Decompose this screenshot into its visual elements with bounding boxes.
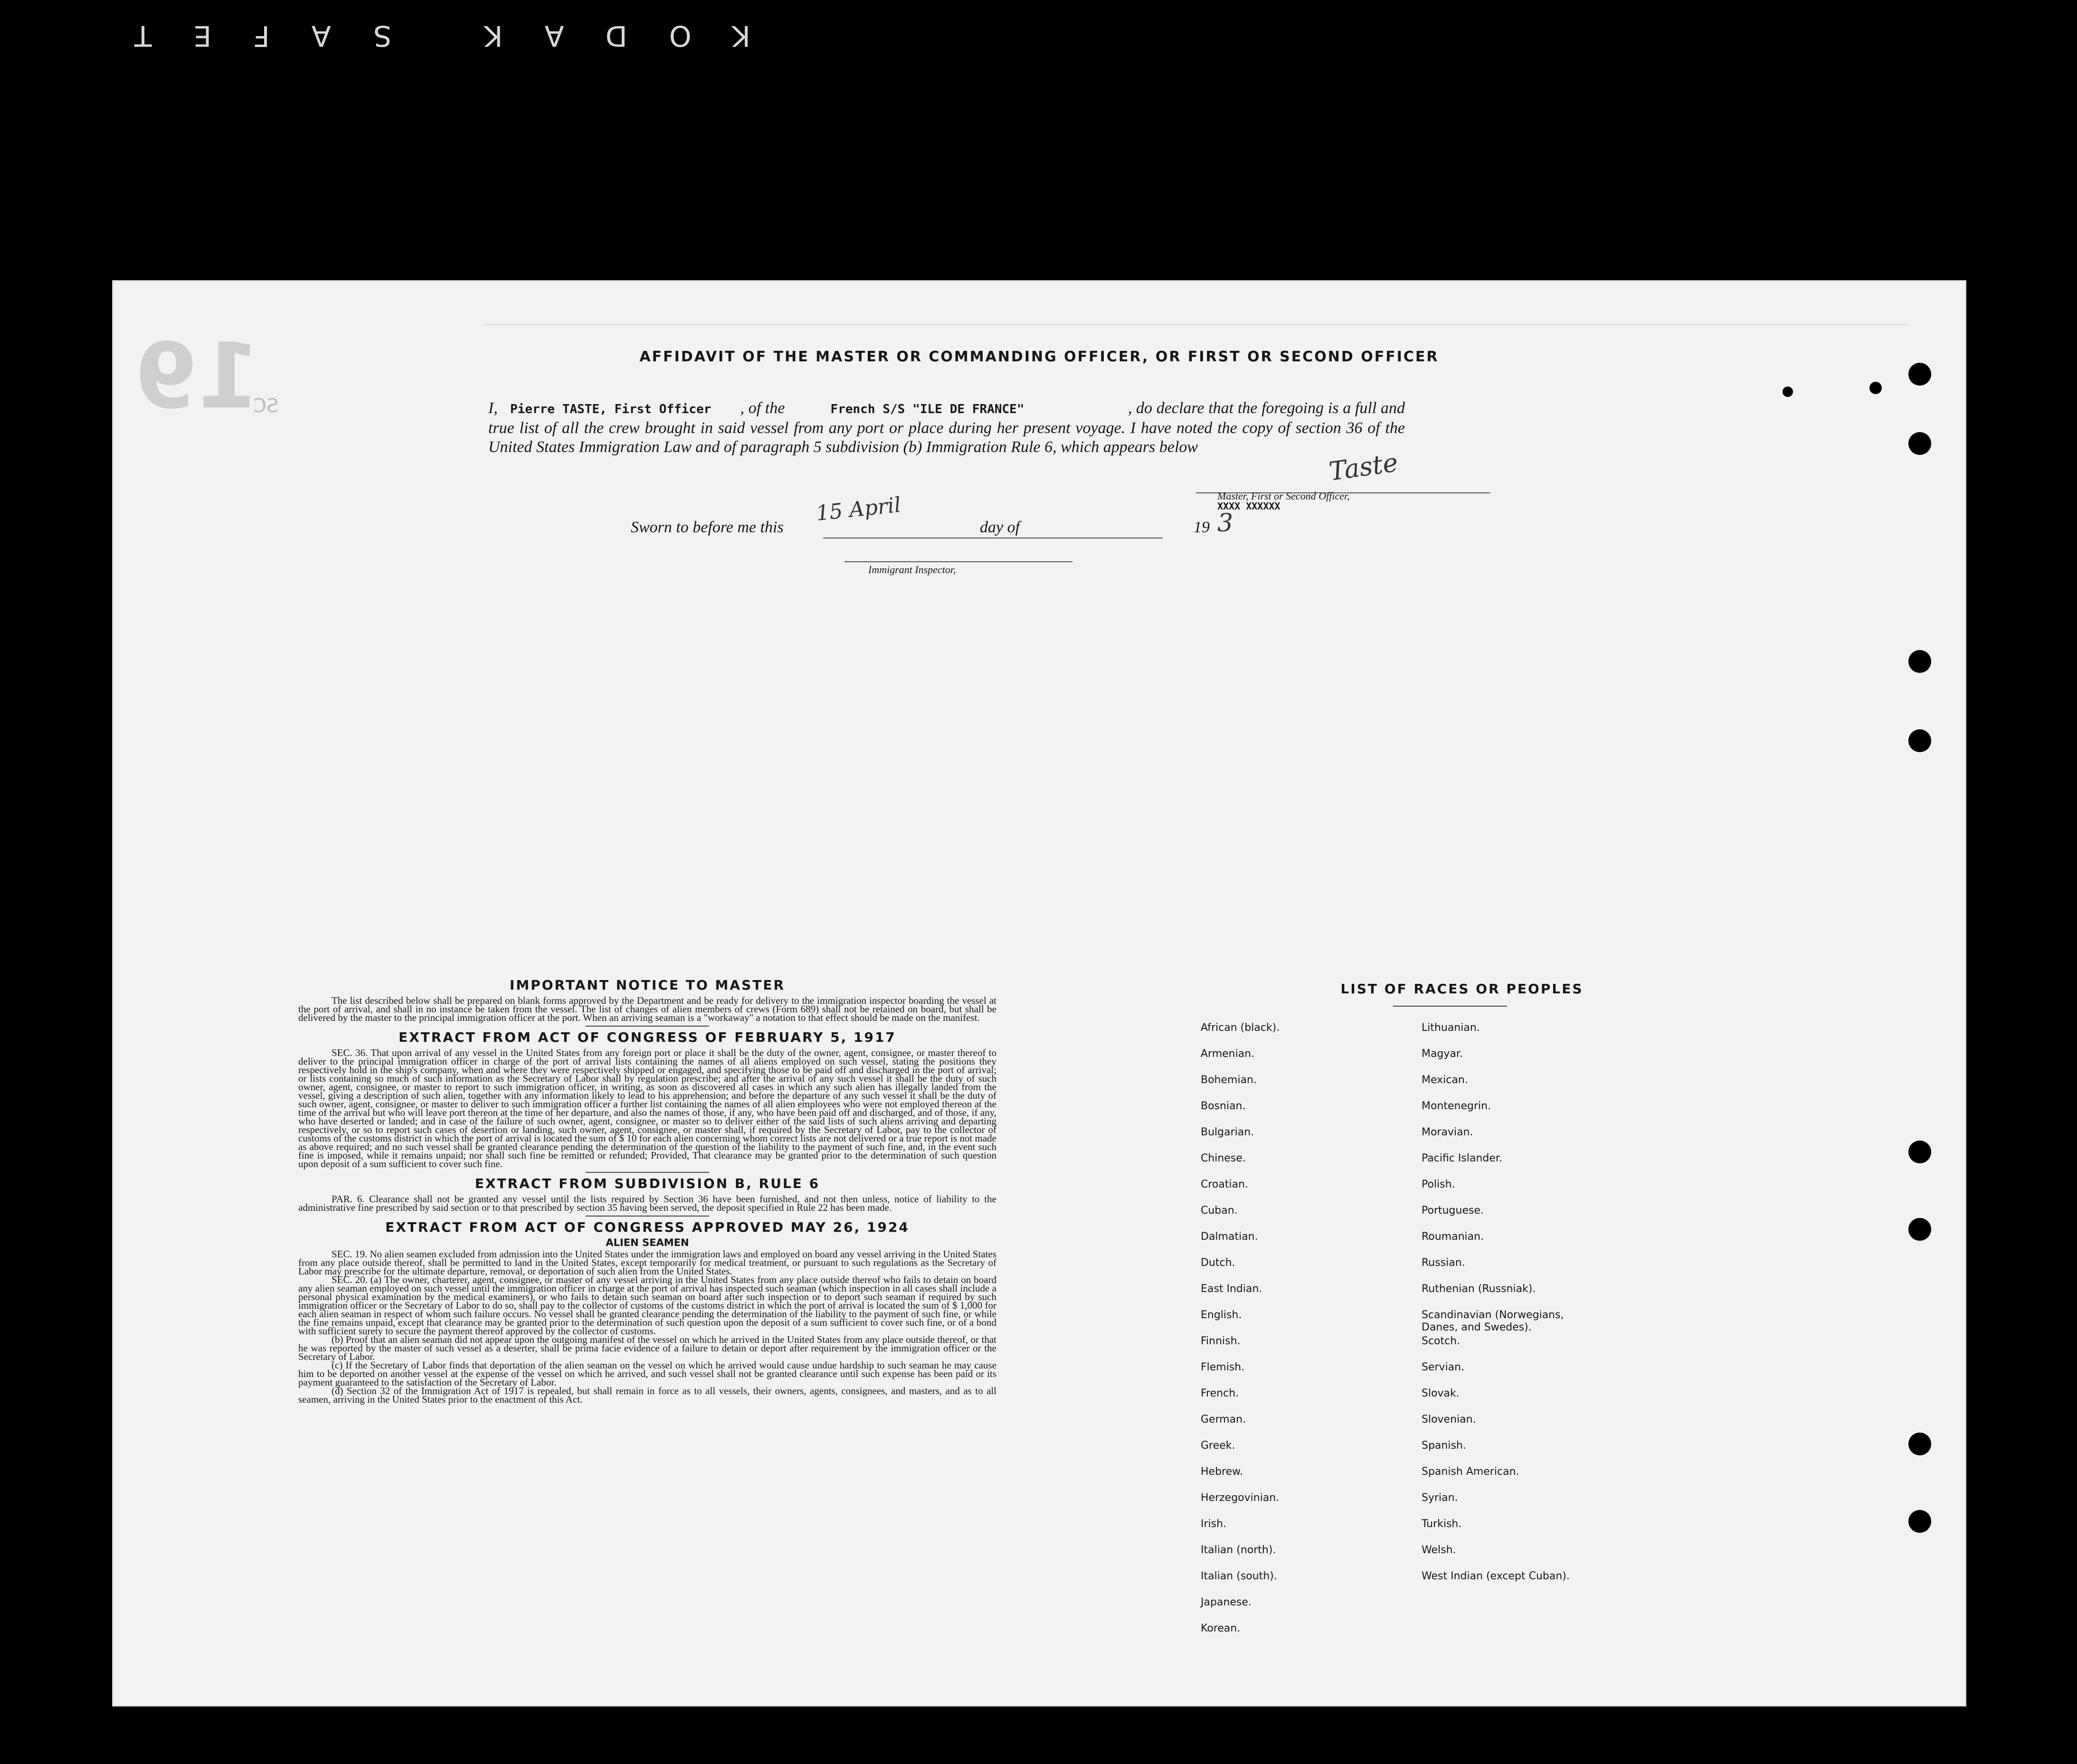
sworn-label: Sworn to before me this: [631, 519, 784, 536]
sc-mark: SC: [253, 395, 279, 417]
race-item: Finnish.: [1201, 1335, 1241, 1347]
race-item: Turkish.: [1422, 1518, 1462, 1530]
race-item: Montenegrin.: [1422, 1100, 1491, 1112]
race-item: Spanish.: [1422, 1440, 1466, 1452]
film-edge-text: KODAK SAFET: [92, 19, 750, 52]
punch-hole: [1908, 1510, 1931, 1533]
race-item: Italian (north).: [1201, 1544, 1276, 1556]
punch-hole: [1869, 382, 1882, 394]
page-number: 19: [134, 324, 260, 429]
race-item: Syrian.: [1422, 1492, 1458, 1504]
race-item: Russian.: [1422, 1257, 1465, 1269]
extract1-title: EXTRACT FROM ACT OF CONGRESS OF FEBRUARY 5, 1917: [398, 1029, 896, 1045]
race-item: Spanish American.: [1422, 1466, 1519, 1478]
races-rule: [1393, 1006, 1507, 1007]
race-item: Cuban.: [1201, 1205, 1238, 1217]
race-item: Dalmatian.: [1201, 1231, 1258, 1243]
race-item: West Indian (except Cuban).: [1422, 1570, 1570, 1582]
race-item: Portuguese.: [1422, 1205, 1484, 1217]
race-item: Roumanian.: [1422, 1231, 1484, 1243]
punch-hole: [1908, 1141, 1931, 1163]
race-item: Bohemian.: [1201, 1074, 1257, 1086]
affidavit-title: AFFIDAVIT OF THE MASTER OR COMMANDING OFFICER, OR FIRST OR SECOND OFFICER: [639, 349, 1439, 365]
document-sheet: [113, 281, 1965, 1706]
race-item: East Indian.: [1201, 1283, 1262, 1295]
punch-hole: [1908, 363, 1931, 386]
punch-hole: [1908, 729, 1931, 752]
notice-body: The list described below shall be prepared on blank forms approved by the Department and be ready for delivery to the immigration inspector boarding the vessel at the port of arrival, and shall in no instance be taken from the vessel. The list of changes of alien members of crews (Form 689) shall not be retained on board, but shall be delivered by the master to the principal immigration officer at the port. When an arriving seaman is a "workaway" a notation to that effect should be made on the manifest.: [298, 995, 996, 1023]
extract2-title: EXTRACT FROM SUBDIVISION B, RULE 6: [474, 1176, 820, 1191]
day-of-label: day of: [980, 519, 1020, 536]
race-item: Hebrew.: [1201, 1466, 1243, 1478]
race-item: African (black).: [1201, 1022, 1280, 1034]
punch-hole: [1908, 1218, 1931, 1241]
race-item: Flemish.: [1201, 1361, 1245, 1373]
ghost-header-rule: [484, 305, 1908, 325]
race-item: Lithuanian.: [1422, 1022, 1480, 1034]
extract3-title: EXTRACT FROM ACT OF CONGRESS APPROVED MAY 26, 1924: [385, 1219, 910, 1235]
extract2-body: PAR. 6. Clearance shall not be granted any vessel until the lists required by Section 36 have been furnished, and not then unless, notice of liability to the administrative fine prescribed by said section or to that prescribed by section 35 having been served, the deposit specified in Rule 22 has been made.: [298, 1193, 996, 1213]
race-item: Japanese.: [1201, 1596, 1252, 1608]
extract1-body: SEC. 36. That upon arrival of any vessel in the United States from any foreign port or place it shall be the duty of the owner, agent, consignee, or master thereof to deliver to the principal immigration officer in charge of the port of arrival lists containing the names of all aliens employed on such vessel, stating the positions they respectively hold in the ship's company, when and where they were respectively shipped or engaged, and specifying those to be paid off and discharged in the port of arrival; or lists containing so much of such information as the Secretary of Labor shall by regulation prescribe; and after the arrival of any such vessel it shall be the duty of such owner, agent, consignee, or master to report to such immigration officer, in writing, as soon as discovered all cases in which any such alien has illegally landed from the vessel, giving a description of such alien, together with any information likely to lead to his apprehension; and before the departure of any such vessel it shall be the duty of such owner, agent, consignee, or master to deliver to such immigration officer a further list containing the names of all alien employees who were not employed thereon at the time of the arrival but who will leave port thereon at the time of her departure, and also the names of those, if any, who have been paid off and discharged, and of those, if any, who have deserted or landed; and in case of the failure of such owner, agent, consignee, or master so to deliver either of the said lists of such aliens arriving and departing respectively, or so to report such cases of desertion or landing, such owner, agent, consignee, or master shall, if required by the Secretary of Labor, pay to the collector of customs of the customs district in which the port of arrival is located the sum of $ 10 for each alien concerning whom correct lists are not delivered or a true report is not made as above required; and no such vessel shall be granted clearance pending the determination of the question of the liability to the payment of such fine, and, in the event such fine is imposed, while it remains unpaid; nor shall such fine be remitted or refunded; Provided, That clearance may be granted prior to the determination of such question upon deposit of a sum sufficient to cover such fine.: [298, 1047, 996, 1170]
notice-column: [298, 974, 996, 1404]
signature-strike: XXXX XXXXXX: [1217, 500, 1280, 512]
race-item: Bulgarian.: [1201, 1126, 1254, 1138]
race-item: Magyar.: [1422, 1048, 1463, 1060]
punch-hole: [1908, 432, 1931, 455]
race-item: Armenian.: [1201, 1048, 1255, 1060]
extract3-p4: (c) If the Secretary of Labor finds that deportation of the alien seaman on the vessel on which he arrived would cause undue hardship to such seaman he may cause him to be deported on another vessel at the expense of the vessel on which he arrived, and such vessel shall not be granted clearance until such expense has been paid or its payment guaranteed to the satisfaction of the Secretary of Labor.: [298, 1359, 996, 1388]
extract3-p2: SEC. 20. (a) The owner, charterer, agent, consignee, or master of any vessel arriving in the United States from any place outside thereof who fails to detain on board any alien seaman employed on such vessel until the immigration officer in charge at the port of arrival has inspected such seaman (which inspection in all cases shall include a personal physical examination by the medical examiners), or who fails to detain such seaman on board after such inspection or to deport such seaman if required by such immigration officer or the Secretary of Labor to do so, shall pay to the collector of customs of the customs district in which the port of arrival is located the sum of $ 1,000 for each alien seaman in respect of whom such failure occurs. No vessel shall be granted clearance pending the determination of the liability to the payment of such fine, or while the fine remains unpaid, except that clearance may be granted prior to the determination of such question upon the deposit of a sum sufficient to cover such fine, or of a bond with sufficient surety to secure the payment thereof approved by the collector of customs.: [298, 1274, 996, 1337]
divider: [586, 1216, 709, 1217]
race-item: Korean.: [1201, 1623, 1241, 1634]
race-item: English.: [1201, 1309, 1242, 1321]
race-item: Italian (south).: [1201, 1570, 1277, 1582]
race-item: Polish.: [1422, 1179, 1455, 1190]
punch-hole: [1908, 1433, 1931, 1455]
race-item: Bosnian.: [1201, 1100, 1246, 1112]
punch-hole: [1908, 650, 1931, 673]
race-item: Slovenian.: [1422, 1414, 1476, 1425]
race-item: Greek.: [1201, 1440, 1235, 1452]
race-item: Scandinavian (Norwegians, Danes, and Swedes).: [1422, 1309, 1564, 1333]
race-item: Scotch.: [1422, 1335, 1461, 1347]
races-right-column: [1422, 1022, 1593, 1596]
race-item: Dutch.: [1201, 1257, 1235, 1269]
notice-title: IMPORTANT NOTICE TO MASTER: [509, 977, 786, 993]
race-item: Pacific Islander.: [1422, 1152, 1502, 1164]
race-item: Mexican.: [1422, 1074, 1468, 1086]
extract3-p5: (d) Section 32 of the Immigration Act of 1917 is repealed, but shall remain in force as to all vessels, their owners, agents, consignees, and masters, and as to all seamen, arriving in the United States prior to the enactment of this Act.: [298, 1385, 996, 1405]
race-item: Croatian.: [1201, 1179, 1249, 1190]
affidavit-body: [488, 399, 1405, 457]
sworn-day-handwriting: 15 April: [815, 492, 902, 526]
race-item: Ruthenian (Russniak).: [1422, 1283, 1536, 1295]
races-title: LIST OF RACES OR PEOPLES: [1340, 981, 1584, 997]
race-item: German.: [1201, 1414, 1246, 1425]
race-item: Chinese.: [1201, 1152, 1246, 1164]
punch-hole: [1783, 387, 1793, 397]
divider: [586, 1026, 709, 1027]
year-handwriting: 3: [1217, 509, 1233, 538]
inspector-caption: Immigrant Inspector,: [868, 564, 956, 575]
extract3-subtitle: ALIEN SEAMEN: [606, 1237, 689, 1248]
inspector-line: [844, 561, 1072, 562]
officer-signature: Taste: [1327, 447, 1400, 487]
declare-label: , do declare: [1128, 399, 1204, 417]
signature-caption: Master, First or Second Officer,: [1217, 490, 1350, 502]
year-label: 19: [1194, 519, 1210, 536]
divider: [586, 1172, 709, 1173]
races-left-column: [1201, 1022, 1410, 1649]
of-label: , of the: [740, 399, 785, 417]
race-item: French.: [1201, 1387, 1239, 1399]
race-item: Slovak.: [1422, 1387, 1460, 1399]
extract3-p1: SEC. 19. No alien seamen excluded from admission into the United States under the immigration laws and employed on board any vessel arriving in the United States from any place outside thereof, shall be permitted to land in the United States, except temporarily for medical treatment, or pursuant to such regulations as the Secretary of Labor may prescribe for the ultimate departure, removal, or deportation of such alien from the United States.: [298, 1248, 996, 1277]
extract3-p3: (b) Proof that an alien seaman did not appear upon the outgoing manifest of the vessel on which he arrived in the United States from any place outside thereof, or that he was reported by the master of such vessel as a deserter, shall be prima facie evidence of a failure to detain or deport after requirement by the immigration officer or the Secretary of Labor.: [298, 1334, 996, 1362]
affidavit-prefix: I,: [488, 399, 498, 417]
race-item: Irish.: [1201, 1518, 1227, 1530]
race-item: Welsh.: [1422, 1544, 1456, 1556]
race-item: Herzegovinian.: [1201, 1492, 1280, 1504]
vessel-name: French S/S "ILE DE FRANCE": [830, 402, 1024, 416]
race-item: Moravian.: [1422, 1126, 1473, 1138]
race-item: Servian.: [1422, 1361, 1465, 1373]
affidavit-text: that the foregoing is a full and true list of all the crew brought in said vessel from any port or place during her present voyage. I have noted the copy of section 36 of the United States Immigration Law and of paragraph 5 subdivision (b) Immigration Rule 6, which appears below: [488, 399, 1405, 456]
officer-name: Pierre TASTE, First Officer: [510, 402, 711, 416]
